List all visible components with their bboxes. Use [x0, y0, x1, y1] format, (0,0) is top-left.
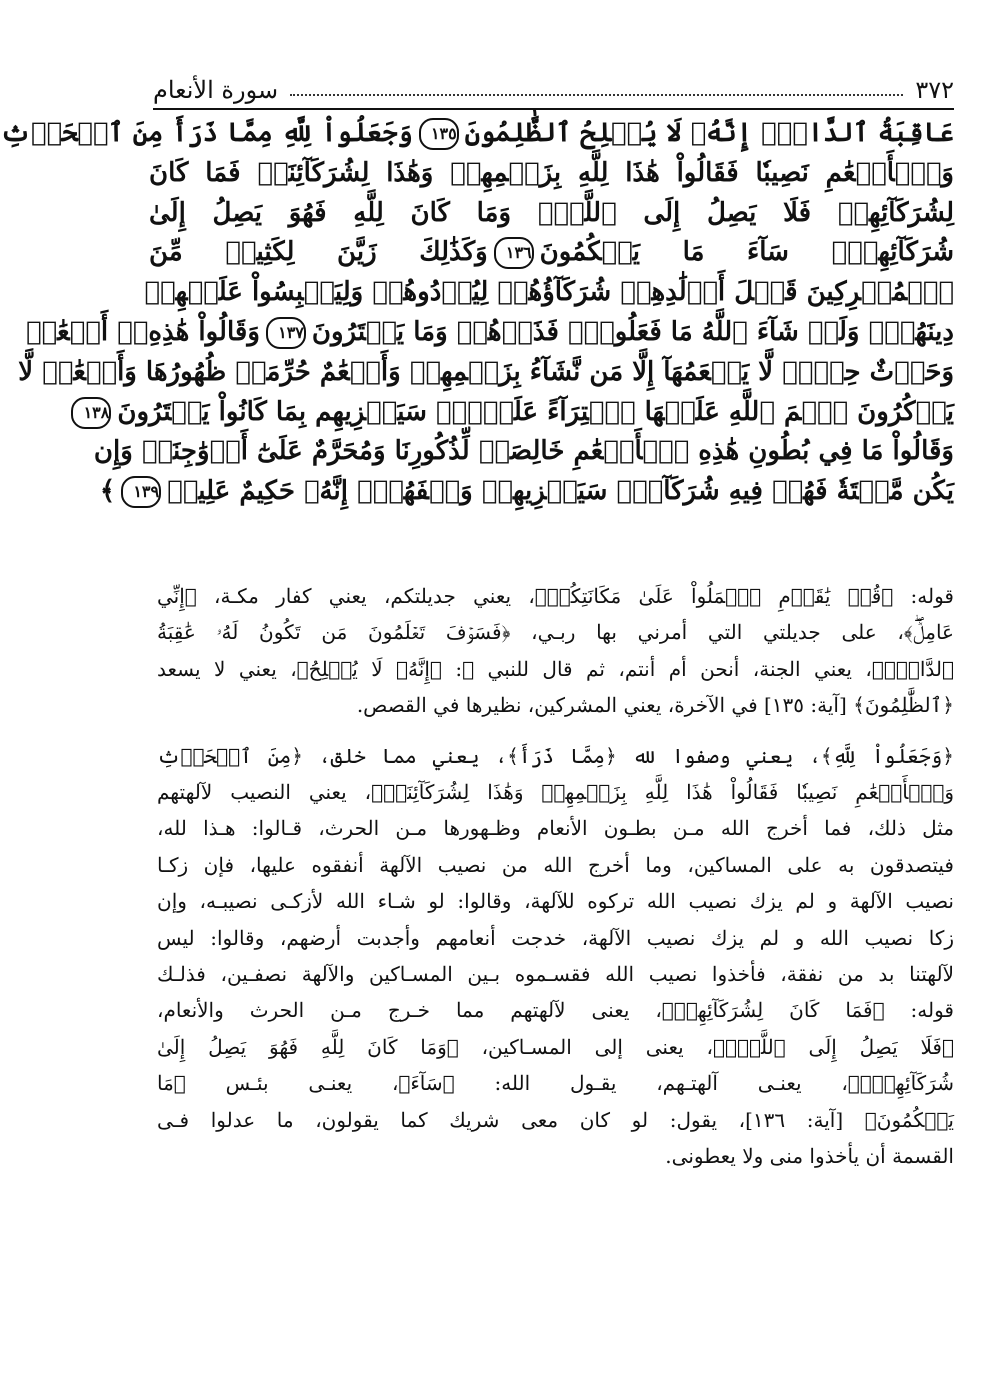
commentary-line: فيتصدقون به على المساكين، وما أخرج الله من نصيب الآلهة أنفقوه عليها، فإن زكـا [157, 852, 954, 877]
ayah-number-marker: ١٣٥ [419, 118, 459, 150]
verse-line: عَاقِبَةُ ٱلدَّارِۗ إِنَّهُۥ لَا يُفۡلِحُ ٱلظَّٰلِمُونَ١٣٥وَجَعَلُواْ لِلَّهِ مِمَّا ذَرَأَ مِنَ ٱلۡحَرۡثِ [0, 118, 954, 148]
verse-line: وَقَالُواْ مَا فِي بُطُونِ هَٰذِهِ ٱلۡأَنۡعَٰمِ خَالِصَةٞ لِّذُكُورِنَا وَمُحَرَّمٌ عَلَىٰٓ أَزۡوَٰجِنَاۖ وَإِن [93, 436, 954, 467]
commentary-line: يَحۡكُمُونَ﴾ [آية: ١٣٦]، يقول: لو كان معى شريك كما يقولون، ما عدلوا فـى [157, 1107, 954, 1132]
verse-line: وَحَرۡثٌ حِجۡرٞ لَّا يَطۡعَمُهَآ إِلَّا مَن نَّشَآءُ بِزَعۡمِهِمۡ وَأَنۡعَٰمٌ حُرِّمَتۡ ظُهُورُهَا وَأَنۡعَٰمٞ لَّا [18, 356, 954, 387]
commentary-line: ﴿فَلَا يَصِلُ إِلَى ٱللَّهِۖ﴾، يعنى إلى المسـاكين، ﴿وَمَا كَانَ لِلَّهِ فَهُوَ يَصِلُ إِلَىٰ [157, 1034, 954, 1059]
commentary-line: نصيب الآلهة و لم يزك نصيب الله تركوه للآلهة، وقالوا: لو شـاء الله لأزكـى نصيبـه، وإن [157, 889, 954, 914]
commentary-line: لآلهتنا بد من نفقة، فأخذوا نصيب الله فقسـموه بـين المسـاكين والآلهة نصفـين، فذلـك [157, 962, 954, 987]
verse-line: وَٱلۡأَنۡعَٰمِ نَصِيبٗا فَقَالُواْ هَٰذَا لِلَّهِ بِزَعۡمِهِمۡ وَهَٰذَا لِشُرَكَآئِنَاۖ فَمَا كَانَ [149, 157, 954, 188]
commentary-line: القسمة أن يأخذوا منى ولا يعطونى. [665, 1144, 954, 1169]
commentary-line: شُرَكَآئِهِمۡۗ﴾، يعنـى آلهتـهم، يقـول الله: ﴿سَآءَ﴾، يعنـى بئـس ﴿مَا [157, 1071, 954, 1096]
header-leader-dots [290, 94, 903, 96]
tafsir-commentary [157, 578, 954, 1175]
ayah-number-marker: ١٣٧ [266, 317, 306, 349]
ayah-number-marker: ١٣٨ [71, 397, 111, 429]
verse-line: ٱلۡمُشۡرِكِينَ قَتۡلَ أَوۡلَٰدِهِمۡ شُرَكَآؤُهُمۡ لِيُرۡدُوهُمۡ وَلِيَلۡبِسُواْ عَلَيۡهِمۡ [144, 277, 954, 308]
surah-name: سورة الأنعام [153, 76, 279, 104]
commentary-line: وَٱلۡأَنۡعَٰمِ نَصِيبٗا فَقَالُواْ هَٰذَا لِلَّهِ بِزَعۡمِهِمۡ وَهَٰذَا لِشُرَكَآئِنَاۖ﴾، يعني النصيب لآلهتهم [157, 780, 954, 805]
commentary-line: ﴿وَجَعَلُواْ لِلَّهِ﴾، يعني وصفوا لله ﴿مِمَّا ذَرَأَ﴾، يعني مما خلق، ﴿مِنَ ٱلۡحَرۡثِ [157, 743, 954, 768]
ayah-number-marker: ١٣٩ [121, 476, 161, 508]
commentary-line: مثل ذلك، فما أخرج الله مـن بطـون الأنعام وظـهورها مـن الحرث، قـالوا: هـذا لله، [157, 816, 954, 841]
commentary-line: قوله: ﴿فَمَا كَانَ لِشُرَكَآئِهِمۡ﴾، يعنى لآلهتهم مما خـرج مـن الحرث والأنعام، [157, 998, 954, 1023]
page-header [153, 64, 954, 110]
verse-line: دِينَهُمۡۖ وَلَوۡ شَآءَ ٱللَّهُ مَا فَعَلُوهُۖ فَذَرۡهُمۡ وَمَا يَفۡتَرُونَ١٣٧وَقَالُواْ هَٰذِهِۦٓ أَنۡعَٰمٞ [25, 316, 954, 347]
quran-verses [0, 114, 954, 512]
ayah-number-marker: ١٣٦ [494, 237, 534, 269]
page-number: ٣٧٢ [915, 76, 954, 104]
commentary-line: زكا نصيب الله و لم يزك نصيب الآلهة، خدجت أنعامهم وأجدبت أرضهم، وقالوا: ليس [157, 925, 954, 950]
verse-line: يَكُن مَّيۡتَةٗ فَهُمۡ فِيهِ شُرَكَآءُۚ سَيَجۡزِيهِمۡ وَصۡفَهُمۡۚ إِنَّهُۥ حَكِيمٌ عَلِيمٞ١٣٩﴾ [99, 476, 954, 507]
commentary-line: عَامِلٞۖ﴾، على جديلتي التي أمرني بها ربـي، ﴿فَسَوۡفَ تَعۡلَمُونَ مَن تَكُونُ لَهُۥ عَٰقِبَةُ [157, 620, 954, 645]
verse-line: شُرَكَآئِهِمۡۗ سَآءَ مَا يَحۡكُمُونَ١٣٦وَكَذَٰلِكَ زَيَّنَ لِكَثِيرٖ مِّنَ [149, 237, 954, 268]
commentary-line: ٱلدَّارِۗ﴾، يعني الجنة، أنحن أم أنتم، ثم قال للنبي ﷺ: ﴿إِنَّهُۥ لَا يُفۡلِحُ﴾، يعني لا يسعد [157, 656, 954, 681]
verse-line: يَذۡكُرُونَ ٱسۡمَ ٱللَّهِ عَلَيۡهَا ٱفۡتِرَآءً عَلَيۡهِۚ سَيَجۡزِيهِم بِمَا كَانُواْ يَفۡتَرُونَ١٣٨ [149, 393, 954, 433]
commentary-line: ﴿ٱلظَّٰلِمُونَ﴾ [آية: ١٣٥] في الآخرة، يعني المشركين، نظيرها في القصص. [356, 693, 954, 718]
paragraph-gap [157, 724, 954, 738]
verse-line: لِشُرَكَآئِهِمۡ فَلَا يَصِلُ إِلَى ٱللَّهِۖ وَمَا كَانَ لِلَّهِ فَهُوَ يَصِلُ إِلَىٰ [149, 197, 954, 228]
commentary-line: قوله: ﴿قُلۡ يَٰقَوۡمِ ٱعۡمَلُواْ عَلَىٰ مَكَانَتِكُمۡ﴾، يعني جديلتكم، يعني كفار مكـة، ﴿إِنِّي [157, 584, 954, 608]
